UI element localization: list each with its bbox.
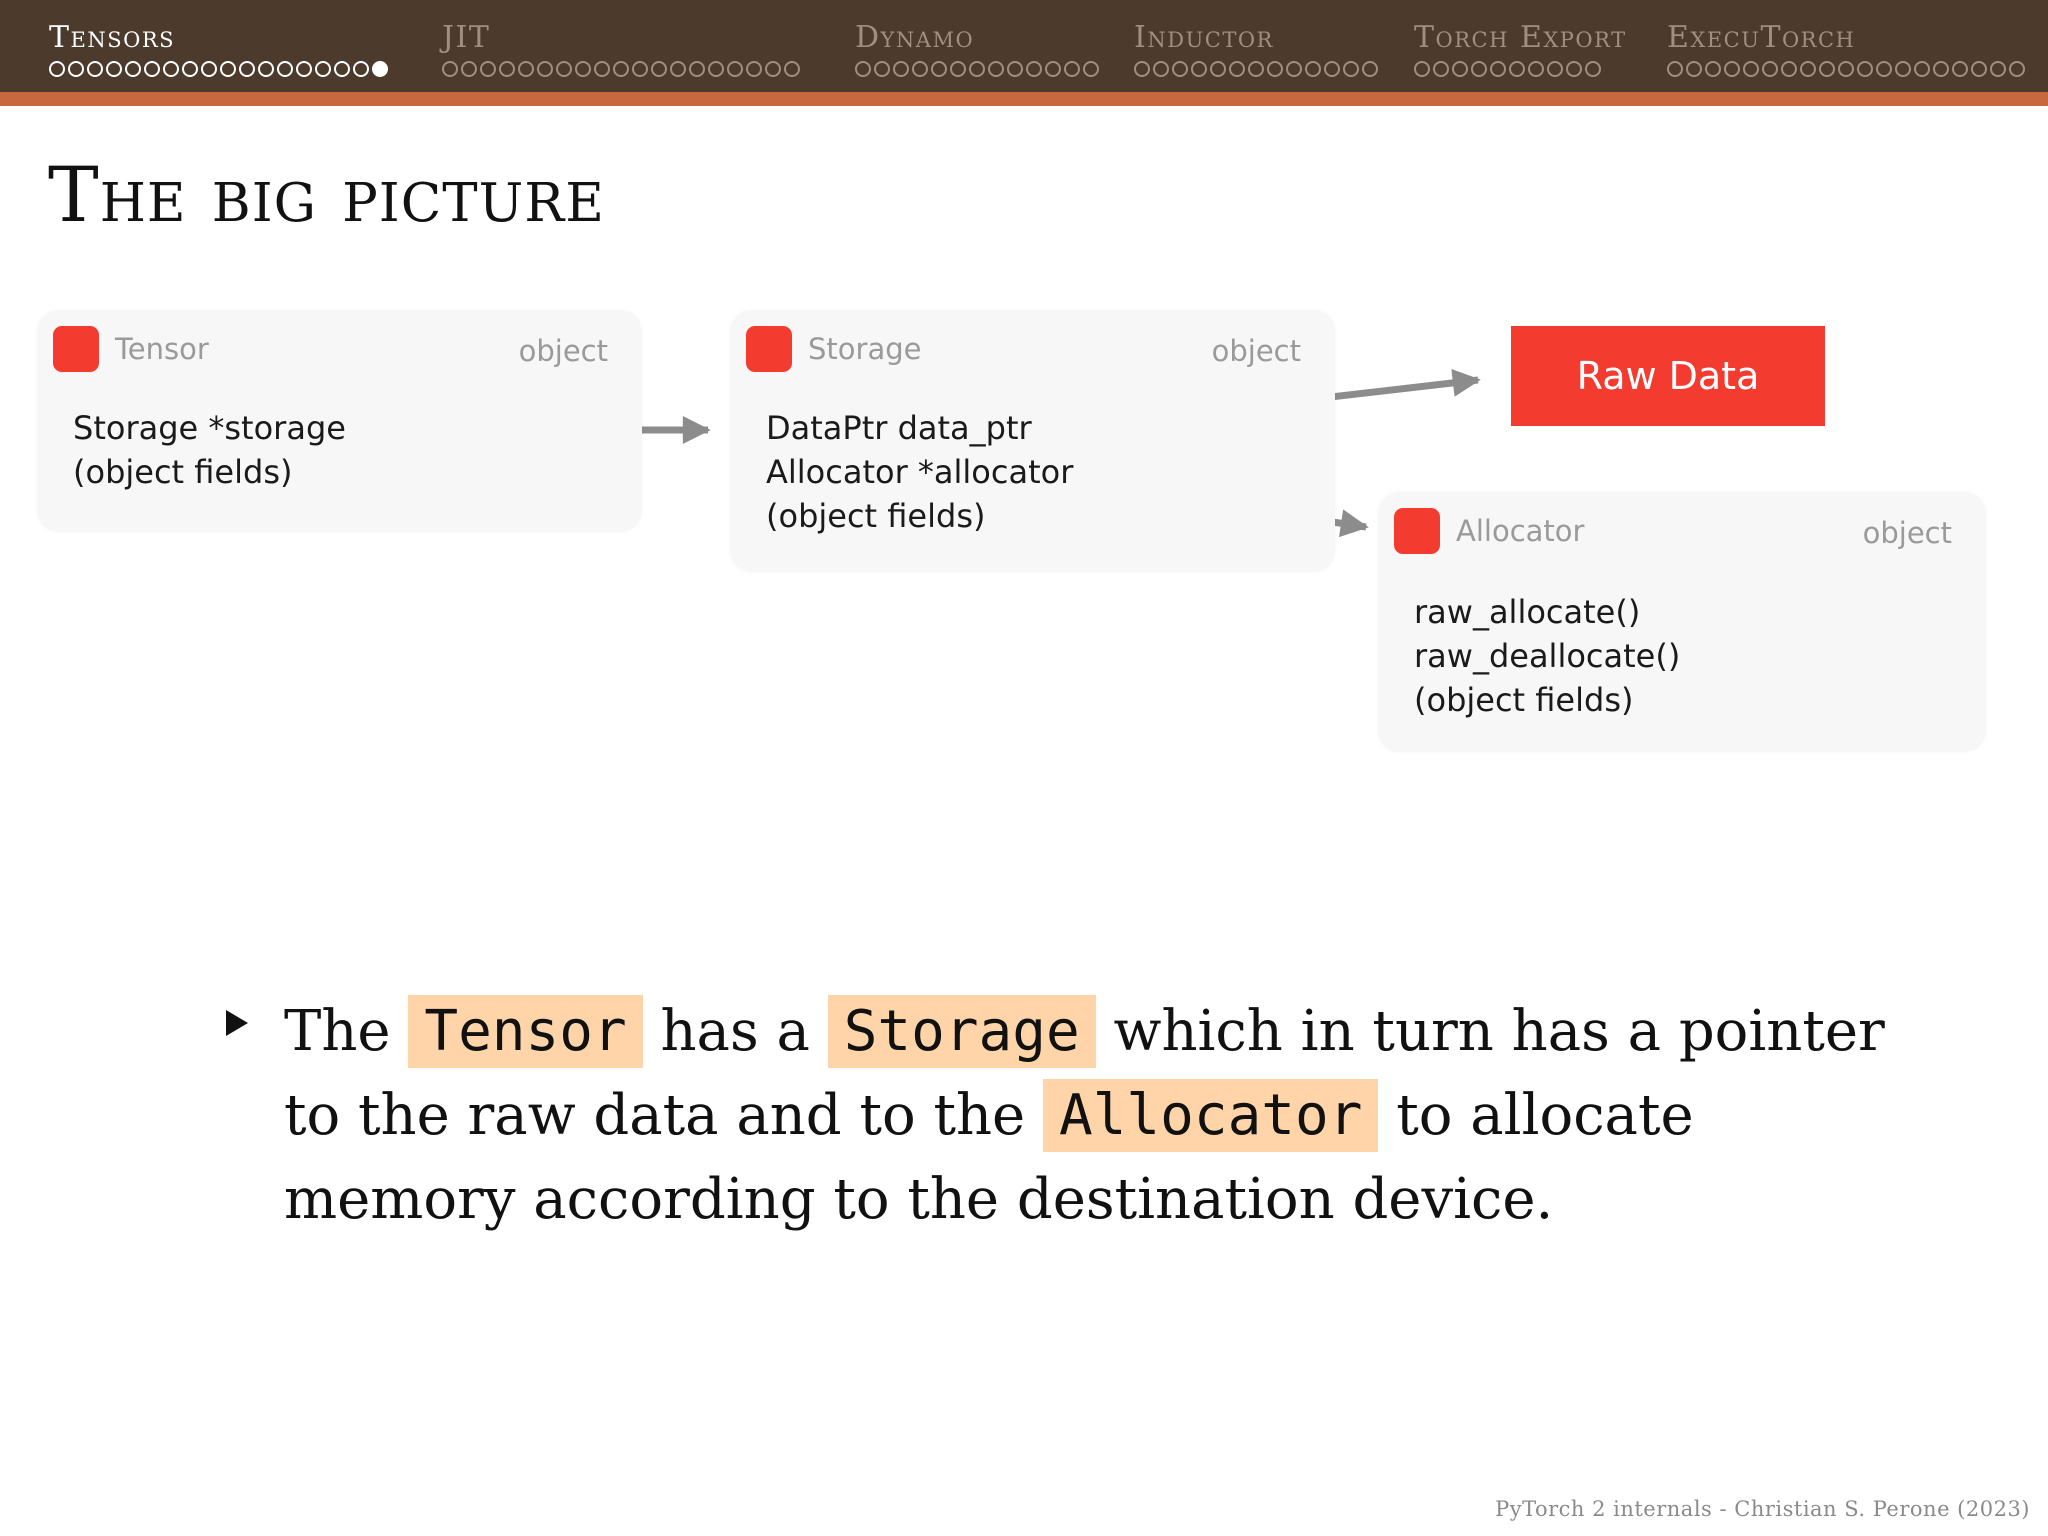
bullet-triangle-icon: [226, 1010, 248, 1036]
bullet-text: [284, 990, 1924, 1242]
allocator-node-fields: [1414, 590, 1680, 722]
code-storage: Storage: [828, 995, 1096, 1068]
tensor-node-name: Tensor: [115, 332, 209, 366]
nav-section-label: Inductor: [1134, 20, 1274, 55]
storage-field: Allocator *allocator: [766, 453, 1074, 491]
storage-node: [730, 310, 1335, 572]
allocator-field: raw_deallocate(): [1414, 637, 1681, 675]
slide-title: The big picture: [48, 150, 605, 239]
allocator-node-type: object: [1862, 516, 1952, 550]
allocator-node-badge-icon: [1394, 508, 1440, 554]
tensor-node: [37, 310, 642, 532]
allocator-field: raw_allocate(): [1414, 593, 1641, 631]
tensor-node-fields: [73, 406, 346, 494]
bullet-text-part: The: [284, 999, 391, 1064]
nav-section-label: Tensors: [49, 20, 176, 55]
allocator-node-name: Allocator: [1456, 514, 1585, 548]
storage-node-badge-icon: [746, 326, 792, 372]
storage-node-type: object: [1211, 334, 1301, 368]
bullet-text-part: has a: [660, 999, 810, 1064]
code-tensor: Tensor: [408, 995, 642, 1068]
tensor-field: Storage *storage: [73, 409, 346, 447]
tensor-node-type: object: [518, 334, 608, 368]
nav-section-label: Dynamo: [855, 20, 975, 55]
slide-footer: PyTorch 2 internals - Christian S. Perone (2023): [1495, 1497, 2030, 1521]
tensor-field: (object fields): [73, 453, 293, 491]
bullet-text-part: to allocate memory according to the destination device.: [284, 1083, 1694, 1232]
storage-field: DataPtr data_ptr: [766, 409, 1032, 447]
storage-node-fields: [766, 406, 1073, 538]
storage-field: (object fields): [766, 497, 986, 535]
raw-data-box: Raw Data: [1511, 326, 1825, 426]
storage-node-name: Storage: [808, 332, 922, 366]
nav-section-label: JIT: [442, 20, 491, 55]
allocator-node: [1378, 492, 1986, 752]
tensor-node-badge-icon: [53, 326, 99, 372]
nav-section-label: Torch Export: [1414, 20, 1627, 55]
bullet-text-part: which in turn has a pointer to the raw data and to the: [284, 999, 1885, 1148]
nav-section-label: ExecuTorch: [1667, 20, 1856, 55]
code-allocator: Allocator: [1043, 1079, 1378, 1152]
allocator-field: (object fields): [1414, 681, 1634, 719]
